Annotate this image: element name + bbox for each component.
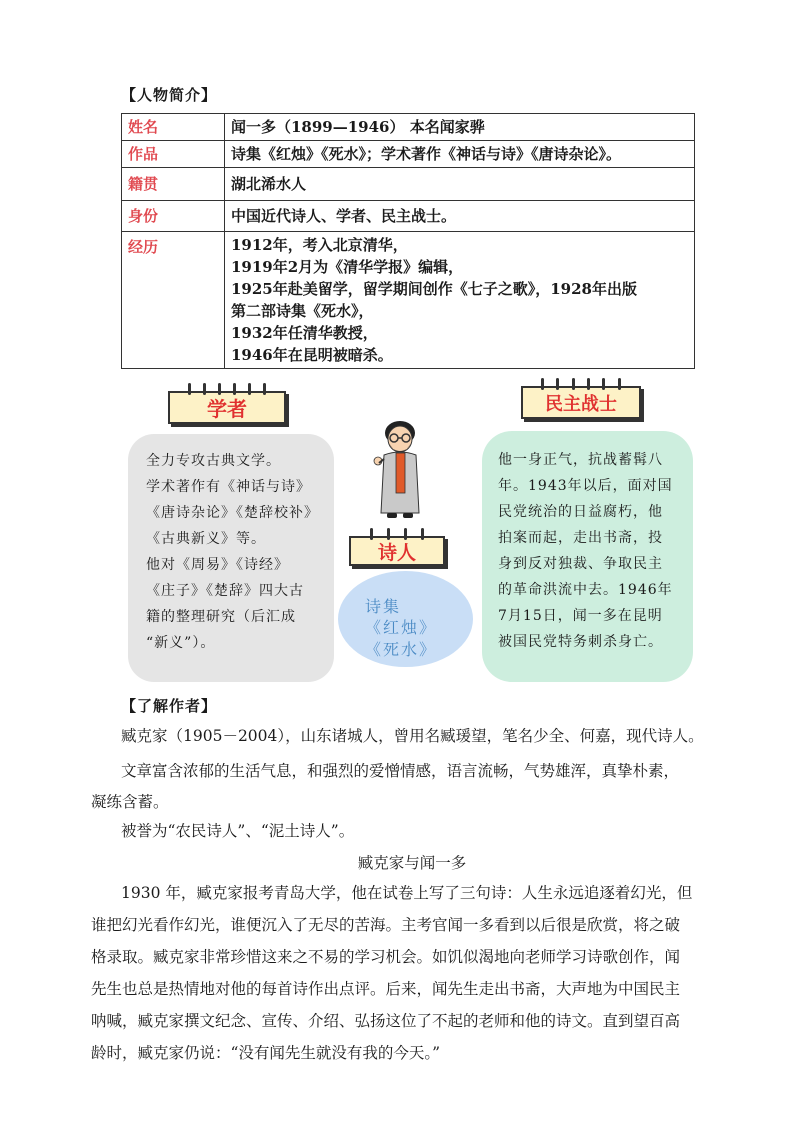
scholar-label: 学者 xyxy=(207,397,247,421)
experience-cell xyxy=(225,232,695,369)
story-line: 先生也总是热情地对他的每首诗作出点评。后来，闻先生走出书斋，大声地为中国民主 xyxy=(91,980,681,998)
story-title: 臧克家与闻一多 xyxy=(357,854,467,872)
experience-line: 1912年，考入北京清华， xyxy=(231,236,408,254)
row-key: 作品 xyxy=(122,141,225,168)
scholar-line: 《古典新义》等。 xyxy=(146,531,266,547)
story-line: 格录取。臧克家非常珍惜这来之不易的学习机会。如饥似渴地向老师学习诗歌创作，闻 xyxy=(91,948,681,966)
fighter-bubble xyxy=(482,431,693,682)
fighter-line: 年。1943年以后，面对国 xyxy=(498,478,673,494)
wen-yiduo-illustration xyxy=(369,417,431,523)
fighter-line: 身到反对独裁、争取民主 xyxy=(498,556,663,572)
fighter-line: 他一身正气，抗战蓄髯八 xyxy=(498,452,663,468)
row-value: 湖北浠水人 xyxy=(225,168,695,201)
scholar-banner xyxy=(168,391,286,424)
poet-banner xyxy=(349,536,445,566)
author-style-cont: 凝练含蓄。 xyxy=(91,793,169,811)
row-key: 身份 xyxy=(122,201,225,232)
poet-line: 《红烛》 xyxy=(365,618,438,637)
author-honor: 被誉为“农民诗人”、“泥土诗人”。 xyxy=(121,822,355,840)
row-value: 诗集《红烛》《死水》；学术著作《神话与诗》《唐诗杂论》。 xyxy=(225,141,695,168)
table-row xyxy=(122,168,695,201)
fighter-label: 民主战士 xyxy=(545,393,617,415)
fighter-line: 的革命洪流中去。1946年 xyxy=(498,582,673,598)
profile-section-title: 【人物简介】 xyxy=(121,86,218,104)
scholar-line: 《庄子》《楚辞》四大古 xyxy=(146,583,304,599)
scholar-line: 籍的整理研究（后汇成 xyxy=(146,609,296,625)
story-line: 谁把幻光看作幻光，谁便沉入了无尽的苦海。主考官闻一多看到以后很是欣赏，将之破 xyxy=(91,916,681,934)
row-key: 经历 xyxy=(122,232,225,369)
fighter-line: 被国民党特务刺杀身亡。 xyxy=(498,634,663,650)
scholar-line: 全力专攻古典文学。 xyxy=(146,453,281,469)
table-row xyxy=(122,201,695,232)
experience-line: 第二部诗集《死水》， xyxy=(231,302,374,320)
story-line: 龄时，臧克家仍说：“没有闻先生就没有我的今天。” xyxy=(91,1044,441,1062)
scholar-line: 学术著作有《神话与诗》 xyxy=(146,479,311,495)
author-intro: 臧克家（1905－2004），山东诸城人，曾用名臧瑗望，笔名少全、何嘉，现代诗人。 xyxy=(121,727,704,745)
profile-table xyxy=(121,113,695,369)
story-line: 1930 年，臧克家报考青岛大学，他在试卷上写了三句诗：人生永远追逐着幻光，但 xyxy=(121,884,693,902)
fighter-line: 拍案而起，走出书斋，投 xyxy=(498,530,663,546)
fighter-banner xyxy=(521,386,641,419)
scholar-line: 《唐诗杂论》《楚辞校补》 xyxy=(146,505,319,521)
table-row xyxy=(122,141,695,168)
experience-line: 1919年2月为《清华学报》编辑， xyxy=(231,258,464,276)
scholar-line: “新义”）。 xyxy=(146,635,216,651)
poet-label: 诗人 xyxy=(377,541,416,564)
row-key: 籍贯 xyxy=(122,168,225,201)
row-value: 中国近代诗人、学者、民主战士。 xyxy=(225,201,695,232)
author-section-title: 【了解作者】 xyxy=(121,697,218,715)
table-row xyxy=(122,232,695,369)
poet-line: 《死水》 xyxy=(365,640,438,659)
scholar-bubble xyxy=(128,434,334,682)
scholar-line: 他对《周易》《诗经》 xyxy=(146,557,289,573)
experience-line: 1946年在昆明被暗杀。 xyxy=(231,346,393,364)
experience-line: 1932年任清华教授， xyxy=(231,324,378,342)
poet-line: 诗集 xyxy=(365,597,402,616)
experience-line: 1925年赴美留学，留学期间创作《七子之歌》，1928年出版 xyxy=(231,280,637,298)
fighter-line: 民党统治的日益腐朽，他 xyxy=(498,504,663,520)
story-line: 呐喊，臧克家撰文纪念、宣传、介绍、弘扬这位了不起的老师和他的诗文。直到望百高 xyxy=(91,1012,681,1030)
row-key: 姓名 xyxy=(122,114,225,141)
table-row xyxy=(122,114,695,141)
row-value: 闻一多（1899—1946） 本名闻家骅 xyxy=(225,114,695,141)
fighter-line: 7月15日，闻一多在昆明 xyxy=(498,608,663,624)
author-style: 文章富含浓郁的生活气息，和强烈的爱憎情感，语言流畅，气势雄浑，真挚朴素， xyxy=(121,762,680,780)
